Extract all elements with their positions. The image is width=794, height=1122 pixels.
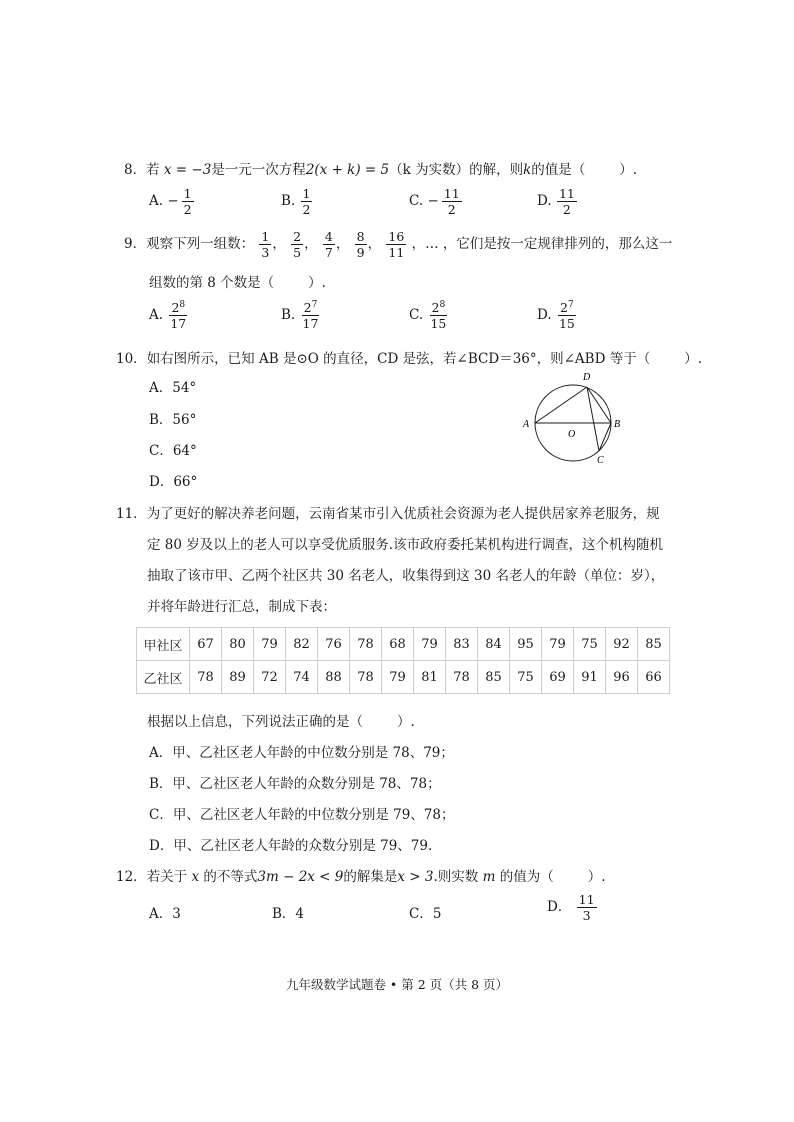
- table-cell: 72: [254, 661, 286, 694]
- page-footer: 九年级数学试题卷 • 第 2 页（共 8 页）: [285, 977, 509, 992]
- table-cell: 79: [542, 628, 574, 661]
- point-label-a: A: [523, 419, 530, 430]
- q8-math-b: 2(x + k) = 5: [305, 162, 390, 178]
- q11-line4: 并将年龄进行汇总，制成下表：: [147, 599, 336, 615]
- q8-text-b: 是一元一次方程: [211, 162, 306, 178]
- q11-line3: 抽取了该市甲、乙两个社区共 30 名老人，收集得到这 30 名老人的年龄（单位：岁），: [147, 568, 665, 584]
- table-cell: 66: [638, 661, 670, 694]
- q8-option-a: A. − $\frac{1}{2}$: [149, 186, 192, 218]
- table-cell: 75: [574, 628, 606, 661]
- q12-option-a: A．3: [149, 906, 181, 922]
- q8-text-e: ）.: [619, 162, 638, 178]
- fraction: $\frac{11}{2}$: [443, 186, 460, 218]
- table-cell: 78: [350, 661, 382, 694]
- table-cell: 82: [286, 628, 318, 661]
- row-header: 甲社区: [137, 628, 190, 661]
- q8-option-c: C. − $\frac{11}{2}$: [409, 186, 460, 218]
- table-row: [137, 661, 670, 694]
- q9-option-c: C. $\frac{2^8}{15}$: [409, 300, 447, 332]
- table-cell: 85: [638, 628, 670, 661]
- q8-text-a: 若: [146, 162, 160, 178]
- sequence-term: $\frac{8}{9}$: [356, 229, 365, 261]
- table-cell: 67: [190, 628, 222, 661]
- q9-stem: 9．观察下列一组数： $\frac{1}{3}$ ， $\frac{2}{5}$ ， $\frac{4}{7}$ ， $\frac{8}{9}$ ， $\frac{16}{11}$ ，… ，它们是按一定规律排列的，那么这一: [124, 229, 673, 261]
- table-cell: 68: [382, 628, 414, 661]
- q12-option-b: B．4: [272, 906, 305, 922]
- fraction: $\frac{11}{3}$: [578, 892, 595, 924]
- table-cell: 85: [478, 661, 510, 694]
- q11-line2: 定 80 岁及以上的老人可以享受优质服务.该市政府委托某机构进行调查，这个机构随机: [147, 537, 664, 553]
- age-table: [136, 627, 670, 694]
- q11-option-a: A．甲、乙社区老人年龄的中位数分别是 78、79；: [149, 745, 454, 761]
- q12-option-c: C．5: [409, 906, 442, 922]
- table-cell: 89: [222, 661, 254, 694]
- q10-option-d: D．66°: [149, 474, 198, 490]
- table-cell: 80: [222, 628, 254, 661]
- table-cell: 76: [318, 628, 350, 661]
- table-cell: 96: [606, 661, 638, 694]
- table-cell: 79: [414, 628, 446, 661]
- fraction: $\frac{1}{2}$: [183, 186, 192, 218]
- q8-text-d: 的值是（: [531, 162, 586, 178]
- chord-bc: [599, 423, 611, 451]
- sequence-term: $\frac{4}{7}$: [324, 229, 333, 261]
- row-header: 乙社区: [137, 661, 190, 694]
- point-label-o: O: [568, 429, 576, 440]
- fraction: $\frac{2^8}{15}$: [430, 300, 447, 332]
- table-cell: 74: [286, 661, 318, 694]
- q8-stem: [124, 158, 637, 178]
- q10-number: 10．: [116, 351, 147, 367]
- q9-text-a: 观察下列一组数：: [146, 236, 255, 253]
- fraction: $\frac{2^8}{17}$: [170, 300, 187, 332]
- table-cell: 69: [542, 661, 574, 694]
- sequence-term: $\frac{2}{5}$: [293, 229, 302, 261]
- q9-option-b: B. $\frac{2^7}{17}$: [281, 300, 319, 332]
- q9-text-b: ，… ，它们是按一定规律排列的，那么这一: [411, 236, 673, 253]
- sequence-term: $\frac{16}{11}$: [388, 229, 405, 261]
- point-label-d: D: [583, 372, 591, 383]
- q12-stem: 12．若关于 x 的不等式3m − 2x < 9的解集是x > 3.则实数 m 的值为（ ）.: [116, 869, 606, 885]
- table-cell: 88: [318, 661, 350, 694]
- table-cell: 75: [510, 661, 542, 694]
- q11-option-c: C．甲、乙社区老人年龄的中位数分别是 79、78；: [149, 807, 455, 823]
- table-cell: 95: [510, 628, 542, 661]
- fraction: $\frac{1}{2}$: [302, 186, 311, 218]
- table-cell: 84: [478, 628, 510, 661]
- q11-prompt: 根据以上信息，下列说法正确的是（ ）.: [147, 714, 415, 730]
- q8-option-b: B. $\frac{1}{2}$: [281, 186, 311, 218]
- table-cell: 78: [350, 628, 382, 661]
- chord-ad: [535, 387, 587, 423]
- table-cell: 79: [254, 628, 286, 661]
- table-cell: 92: [606, 628, 638, 661]
- q11-line1: 11．为了更好的解决养老问题，云南省某市引入优质社会资源为老人提供居家养老服务，规: [116, 506, 660, 522]
- table-cell: 81: [414, 661, 446, 694]
- table-cell: 79: [382, 661, 414, 694]
- fraction: $\frac{2^7}{15}$: [558, 300, 575, 332]
- fraction: $\frac{2^7}{17}$: [302, 300, 319, 332]
- q10-text: 如右图所示，已知 AB 是⊙O 的直径，CD 是弦，若∠BCD＝36°，则∠ABD 等于（: [146, 351, 651, 367]
- circle-figure: [515, 365, 635, 470]
- q9-option-a: A. $\frac{2^8}{17}$: [149, 300, 187, 332]
- q9-option-d: D. $\frac{2^7}{15}$: [537, 300, 575, 332]
- q8-number: 8．: [124, 162, 147, 178]
- fraction: $\frac{11}{2}$: [558, 186, 575, 218]
- table-cell: 91: [574, 661, 606, 694]
- table-cell: 83: [446, 628, 478, 661]
- point-label-b: B: [614, 419, 621, 430]
- q10-option-a: A．54°: [149, 380, 197, 396]
- table-row: [137, 628, 670, 661]
- q8-option-d: D. $\frac{11}{2}$: [537, 186, 575, 218]
- q11-option-d: D．甲、乙社区老人年龄的众数分别是 79、79.: [149, 838, 433, 854]
- q10-option-b: B．56°: [149, 412, 197, 428]
- q10-stem: 10．如右图所示，已知 AB 是⊙O 的直径，CD 是弦，若∠BCD＝36°，则∠ABD 等于（ ）.: [116, 351, 703, 367]
- q11-option-b: B．甲、乙社区老人年龄的众数分别是 78、78；: [149, 776, 441, 792]
- q8-text-c: （k 为实数）的解，则: [389, 162, 524, 178]
- sequence-term: $\frac{1}{3}$: [261, 229, 270, 261]
- q10-option-c: C．64°: [149, 443, 197, 459]
- point-label-c: C: [597, 455, 604, 466]
- q8-math-a: x = −3: [163, 162, 212, 178]
- table-cell: 78: [446, 661, 478, 694]
- q8-math-c: k: [523, 162, 532, 178]
- q12-option-d: D． $\frac{11}{3}$: [547, 892, 595, 924]
- q9-line2: 组数的第 8 个数是（ ）.: [149, 275, 326, 291]
- table-cell: 78: [190, 661, 222, 694]
- q9-number: 9．: [124, 236, 147, 253]
